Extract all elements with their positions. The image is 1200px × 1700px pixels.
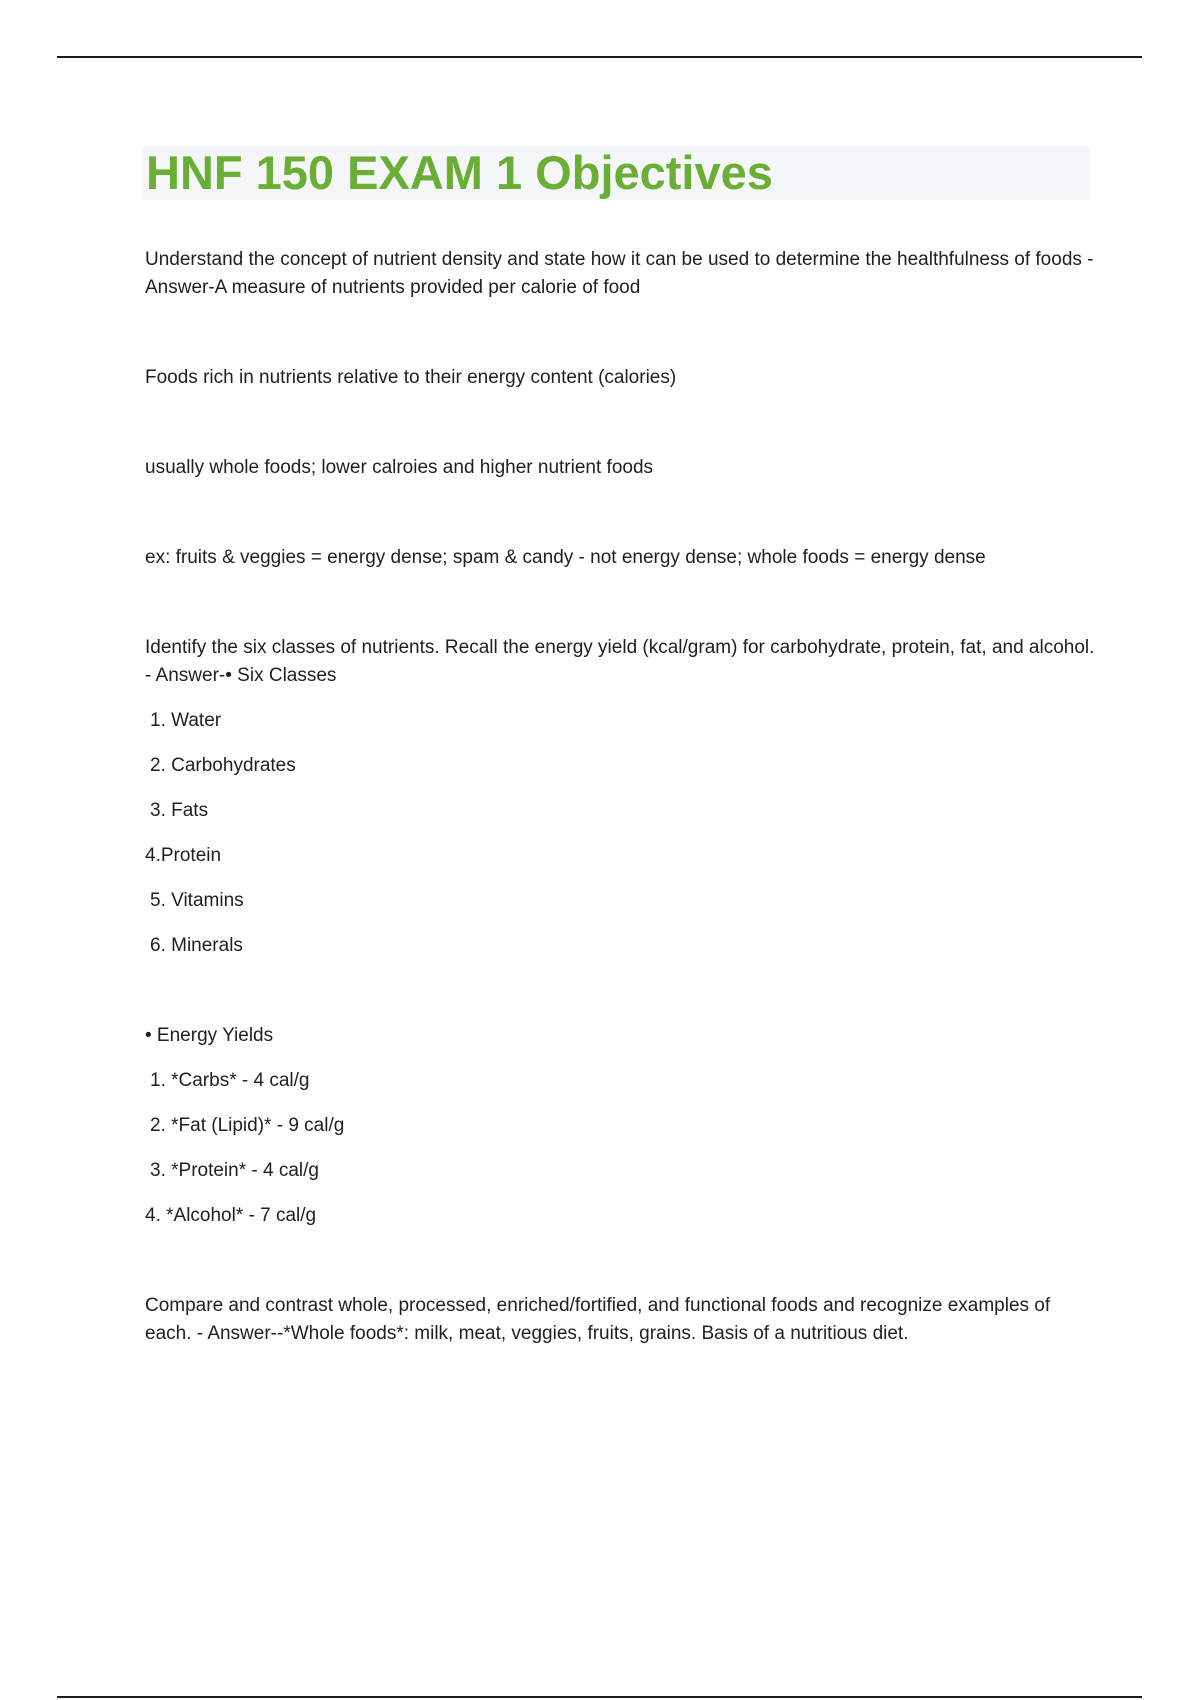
paragraph-whole-foods: usually whole foods; lower calroies and higher nutrient foods (145, 457, 654, 478)
list-item: 2. *Fat (Lipid)* - 9 cal/g (150, 1115, 345, 1136)
question-food-types: Compare and contrast whole, processed, enriched/fortified, and functional foods and recognize examples of each. - Answer--*Whole foods*: milk, meat, veggies, fruits, grains. Basis of a nutritious diet. (145, 1295, 1051, 1344)
paragraph-examples: ex: fruits & veggies = energy dense; spam & candy - not energy dense; whole foods = energy dense (145, 547, 986, 568)
list-item: 2. Carbohydrates (150, 755, 296, 776)
list-item: 3. *Protein* - 4 cal/g (150, 1160, 319, 1181)
question-nutrient-density: Understand the concept of nutrient density and state how it can be used to determine the healthfulness of foods - Answer-A measure of nutrients provided per calorie of food (145, 249, 1094, 298)
list-item: 4. *Alcohol* - 7 cal/g (145, 1205, 317, 1226)
list-item: 6. Minerals (150, 935, 243, 956)
top-rule (57, 56, 1142, 58)
list-item: 5. Vitamins (150, 890, 244, 911)
question-six-classes: Identify the six classes of nutrients. Recall the energy yield (kcal/gram) for carbohydrate, protein, fat, and alcohol. - Answer-• Six Classes (145, 637, 1095, 686)
page-title: HNF 150 EXAM 1 Objectives (146, 146, 773, 199)
bottom-rule (57, 1696, 1142, 1698)
energy-yields-heading: • Energy Yields (145, 1025, 274, 1046)
list-item: 4.Protein (145, 845, 222, 866)
list-item: 3. Fats (150, 800, 209, 821)
list-item: 1. Water (150, 710, 222, 731)
document-body (145, 246, 1095, 1348)
paragraph-nutrient-rich: Foods rich in nutrients relative to their energy content (calories) (145, 367, 677, 388)
list-item: 1. *Carbs* - 4 cal/g (150, 1070, 310, 1091)
